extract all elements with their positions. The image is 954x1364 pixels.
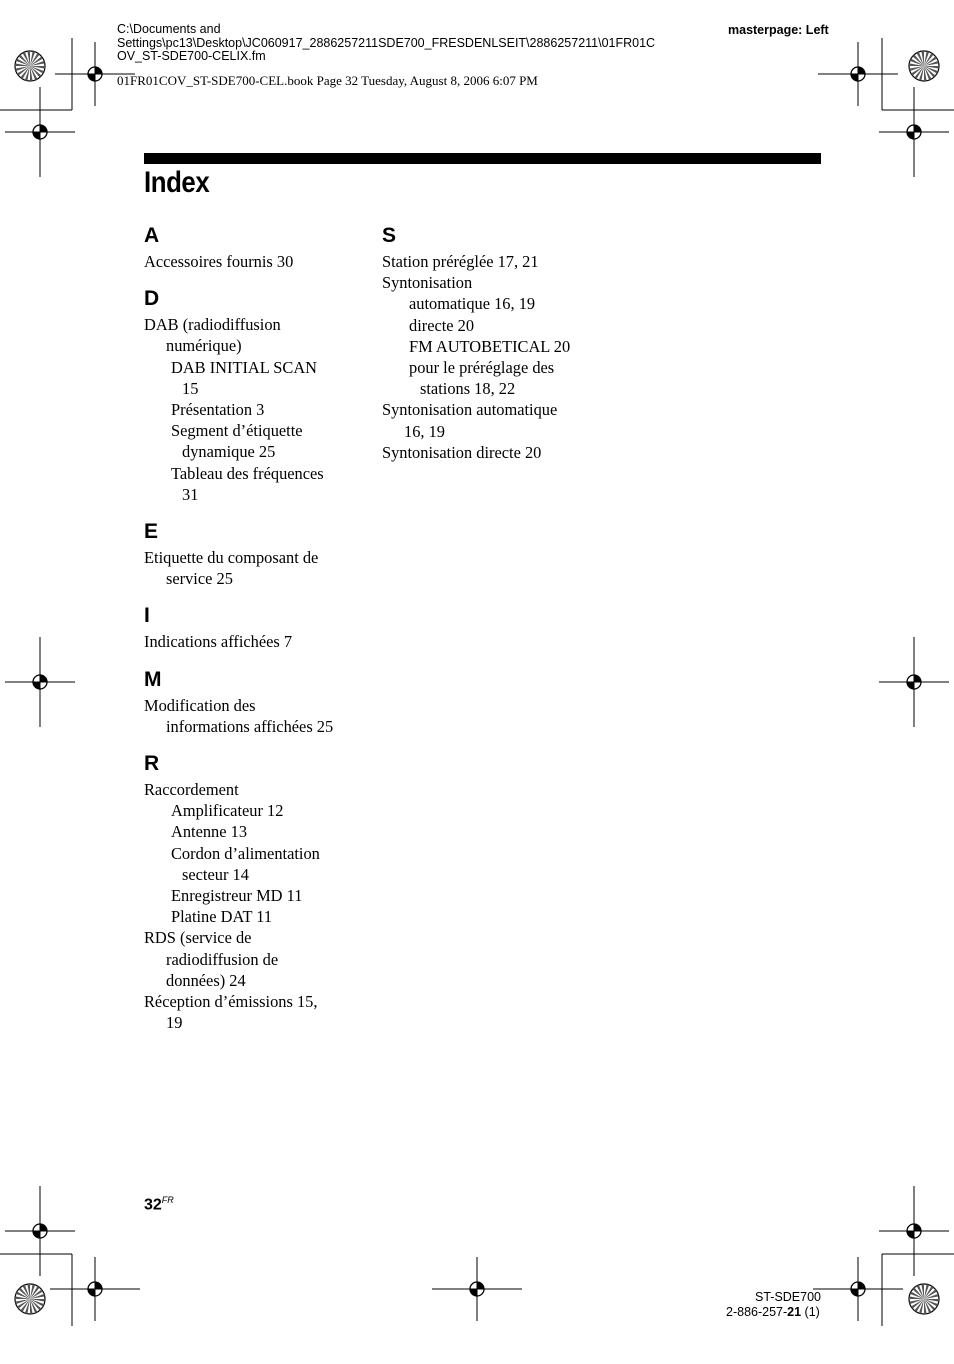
index-entry: DAB INITIAL SCAN: [171, 357, 317, 377]
index-entry: Syntonisation directe 20: [382, 442, 542, 462]
book-info-line: 01FR01COV_ST-SDE700-CEL.book Page 32 Tuesday, August 8, 2006 6:07 PM: [117, 73, 538, 88]
index-entry: Antenne 13: [171, 822, 248, 842]
page-title: Index: [144, 166, 210, 199]
starburst-mark: [909, 51, 939, 81]
index-entry: Station préréglée 17, 21: [382, 252, 539, 271]
index-entry: directe 20: [409, 315, 475, 335]
index-entry: Platine DAT 11: [171, 907, 273, 927]
index-letter-heading: S: [382, 224, 397, 247]
index-entry: stations 18, 22: [420, 379, 516, 399]
index-entry: Accessoires fournis 30: [144, 252, 294, 271]
index-entry: dynamique 25: [182, 442, 276, 462]
index-entry: service 25: [166, 569, 233, 589]
index-entry: Présentation 3: [171, 400, 265, 420]
index-entry: Cordon d’alimentation: [171, 843, 320, 863]
index-entry: FM AUTOBETICAL 20: [409, 336, 571, 356]
index-entry: 31: [182, 484, 199, 504]
index-entry: pour le préréglage des: [409, 358, 555, 378]
index-entry: numérique): [166, 336, 242, 356]
index-entry: RDS (service de: [144, 928, 252, 948]
part-code: [726, 1305, 820, 1319]
index-column-left: [144, 223, 374, 1033]
title-rule: [144, 153, 821, 164]
registration-mark: [5, 87, 75, 177]
page-language-suffix: FR: [161, 1195, 174, 1205]
index-entry: 15: [182, 378, 199, 398]
index-entry: informations affichées 25: [166, 716, 334, 736]
registration-mark: [879, 637, 949, 727]
index-entry: Etiquette du composant de: [144, 548, 319, 568]
index-entry: Réception d’émissions 15,: [144, 992, 318, 1012]
model-number: ST-SDE700: [755, 1290, 822, 1304]
part-code-bold: 21: [787, 1305, 802, 1319]
registration-mark: [5, 637, 75, 727]
index-entry: Raccordement: [144, 780, 239, 800]
registration-mark: [813, 1257, 903, 1321]
index-entry: 16, 19: [404, 421, 445, 441]
masterpage-label: masterpage: Left: [728, 23, 829, 37]
registration-mark: [432, 1257, 522, 1321]
starburst-mark: [15, 1284, 45, 1314]
index-letter-heading: I: [144, 604, 150, 628]
page-number-value: 32: [144, 1196, 162, 1214]
file-path: C:\Documents and Settings\pc13\Desktop\JC060917_2886257211SDE700_FRESDENLSEIT\2886257211\01FR01C OV_ST-SDE700-CELIX.fm: [117, 22, 656, 63]
registration-mark: [879, 87, 949, 177]
index-entry: Segment d’étiquette: [171, 421, 303, 441]
starburst-mark: [15, 51, 45, 81]
index-entry: données) 24: [166, 970, 246, 990]
starburst-mark: [909, 1284, 939, 1314]
registration-mark: [5, 1186, 75, 1276]
part-code-prefix: 2-886-257-: [726, 1305, 788, 1319]
index-entry: radiodiffusion de: [166, 949, 279, 969]
index-entry: Tableau des fréquences: [171, 463, 324, 483]
index-entry: Modification des: [144, 695, 256, 715]
index-letter-heading: E: [144, 520, 159, 544]
index-entry: 19: [166, 1013, 183, 1033]
index-entry: Enregistreur MD 11: [171, 886, 303, 906]
registration-mark: [879, 1186, 949, 1276]
index-entry: Amplificateur 12: [171, 801, 284, 821]
index-entry: Syntonisation automatique: [382, 400, 558, 420]
registration-mark: [818, 42, 898, 106]
part-code-suffix: (1): [801, 1305, 820, 1319]
index-entry: secteur 14: [182, 864, 249, 884]
index-letter-heading: M: [144, 667, 162, 691]
index-letter-heading: A: [144, 224, 160, 247]
page-number: [144, 1195, 174, 1214]
index-entry: DAB (radiodiffusion: [144, 315, 281, 335]
index-letter-heading: R: [144, 752, 160, 776]
registration-mark: [50, 1257, 140, 1321]
index-entry: Syntonisation: [382, 273, 473, 293]
index-entry: Indications affichées 7: [144, 632, 293, 652]
index-column-right: [382, 223, 612, 463]
index-entry: automatique 16, 19: [409, 294, 536, 314]
index-letter-heading: D: [144, 287, 160, 311]
